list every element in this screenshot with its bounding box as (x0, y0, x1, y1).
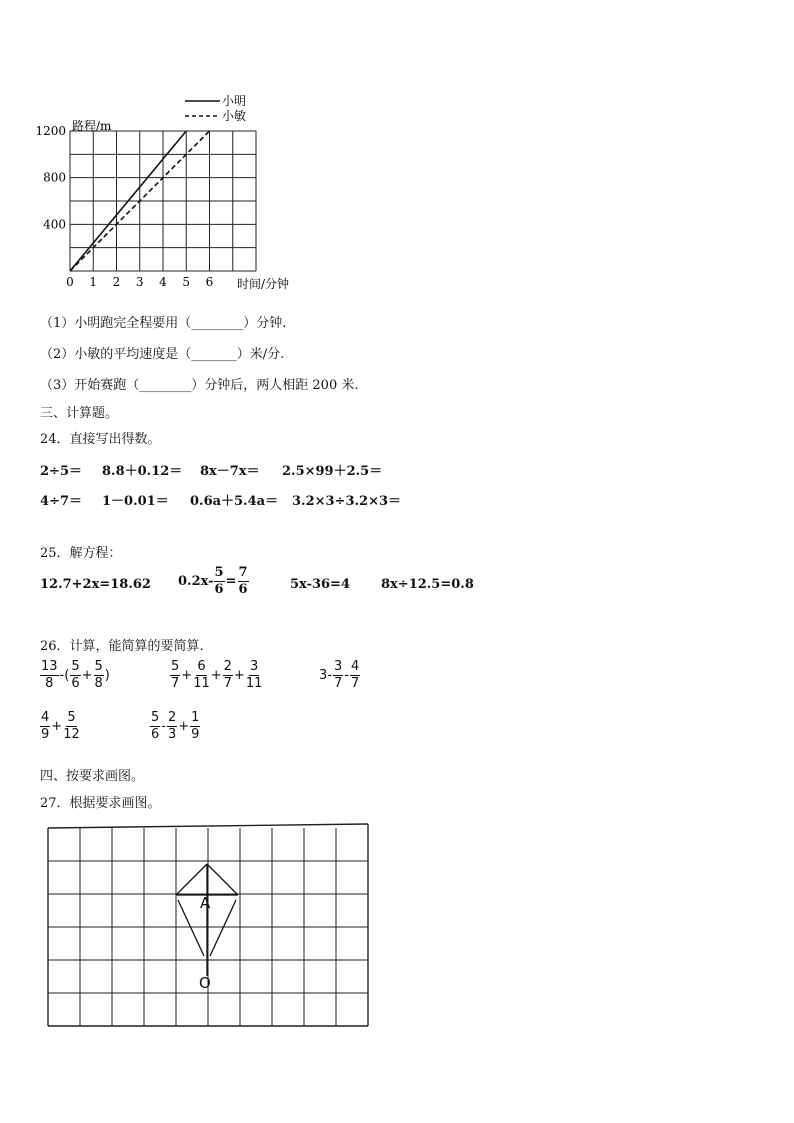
fraction: $\frac{5}{6}$ (214, 565, 224, 597)
label-a: A (200, 894, 211, 912)
x-tick-label: 4 (159, 275, 167, 289)
kite-edge (210, 900, 236, 956)
q23-sub2: （2）小敏的平均速度是（_______）米/分. (40, 347, 285, 362)
y-tick-label: 400 (43, 217, 66, 232)
fraction: $\frac{5}{6}$ (71, 659, 80, 691)
q23-sub1: （1）小明跑完全程要用（________）分钟. (40, 316, 287, 331)
q25-eq2-prefix: 0.2x- (178, 573, 214, 589)
fraction: $\frac{5}{8}$ (94, 659, 103, 691)
q26-expr1: $\frac{13}{8}$ -( $\frac{5}{6}$ + $\frac{5}{8}$ ) (41, 659, 110, 691)
x-tick-label: 1 (89, 275, 98, 289)
fraction: $\frac{1}{9}$ (191, 710, 200, 742)
section-4-heading: 四、按要求画图。 (40, 769, 145, 784)
q24-r1c1: 2÷5＝ (40, 464, 82, 479)
fraction: $\frac{3}{7}$ (333, 659, 343, 691)
kite-edge (207, 864, 238, 895)
fraction: $\frac{4}{9}$ (41, 710, 50, 742)
q24-r2c4: 3.2×3÷3.2×3＝ (292, 494, 402, 509)
legend-label-xiaoming: 小明 (222, 94, 247, 108)
q26-expr4: $\frac{4}{9}$ + $\frac{5}{12}$ (41, 710, 80, 742)
chart-grid (70, 131, 256, 271)
kite-edge (176, 864, 207, 895)
q25-eq1: 12.7+2x=18.62 (40, 577, 151, 592)
y-tick-label: 800 (43, 170, 66, 185)
x-axis-label: 时间/分钟 (237, 277, 290, 291)
fraction: $\frac{2}{7}$ (223, 659, 232, 691)
q24-r1c2: 8.8＋0.12＝ (102, 464, 183, 479)
x-tick-label: 5 (182, 275, 191, 289)
fraction: $\frac{4}{7}$ (350, 659, 360, 691)
x-tick-label: 6 (205, 275, 214, 289)
q26-expr2: $\frac{5}{7}$ + $\frac{6}{11}$ + $\frac{2}{7}$ + $\frac{3}{11}$ (171, 659, 263, 691)
kite-shape (176, 864, 238, 976)
fraction: $\frac{5}{12}$ (63, 710, 80, 742)
q24-r2c1: 4÷7＝ (40, 494, 82, 509)
fraction: $\frac{6}{11}$ (193, 659, 210, 691)
q23-sub3: （3）开始赛跑（________）分钟后，两人相距 200 米. (40, 378, 359, 393)
y-tick-label: 1200 (35, 124, 66, 138)
q24-r2c2: 1－0.01＝ (102, 494, 169, 509)
q25-eq2: 0.2x- $\frac{5}{6}$ = $\frac{7}{6}$ (178, 565, 248, 597)
fraction: $\frac{2}{3}$ (167, 710, 177, 742)
x-tick-label: 2 (112, 275, 121, 289)
legend-label-xiaomin: 小敏 (222, 109, 247, 123)
grid-line-horizontal (48, 824, 368, 828)
fraction: $\frac{3}{11}$ (245, 659, 263, 691)
section-3-heading: 三、计算题。 (40, 406, 119, 421)
fraction: $\frac{13}{8}$ (41, 659, 58, 691)
y-axis-label: 路程/m (72, 119, 112, 133)
q24-r1c4: 2.5×99＋2.5＝ (282, 464, 383, 479)
drawing-grid (48, 824, 368, 1026)
fraction: $\frac{5}{6}$ (151, 710, 160, 742)
x-tick-label: 0 (66, 275, 74, 289)
q26-title: 26．计算，能简算的要简算. (40, 639, 204, 654)
q26-expr5: $\frac{5}{6}$ - $\frac{2}{3}$ + $\frac{1}{9}$ (151, 710, 200, 742)
kite-grid-figure (44, 820, 374, 1032)
x-tick-label: 3 (135, 275, 144, 289)
q24-r2c3: 0.6a＋5.4a＝ (190, 494, 279, 509)
chart-legend (185, 94, 246, 123)
q25-eq4: 8x÷12.5=0.8 (381, 577, 474, 592)
distance-time-chart (30, 88, 320, 298)
q24-r1c3: 8x－7x＝ (200, 464, 260, 479)
q27-title: 27．根据要求画图。 (40, 796, 161, 811)
fraction: $\frac{5}{7}$ (171, 659, 180, 691)
q26-expr3: 3- $\frac{3}{7}$ - $\frac{4}{7}$ (319, 659, 360, 691)
fraction: $\frac{7}{6}$ (238, 565, 248, 597)
q24-title: 24．直接写出得数。 (40, 432, 161, 447)
q25-title: 25．解方程： (40, 546, 122, 561)
q25-eq3: 5x-36=4 (290, 577, 350, 592)
label-o: O (199, 974, 211, 992)
